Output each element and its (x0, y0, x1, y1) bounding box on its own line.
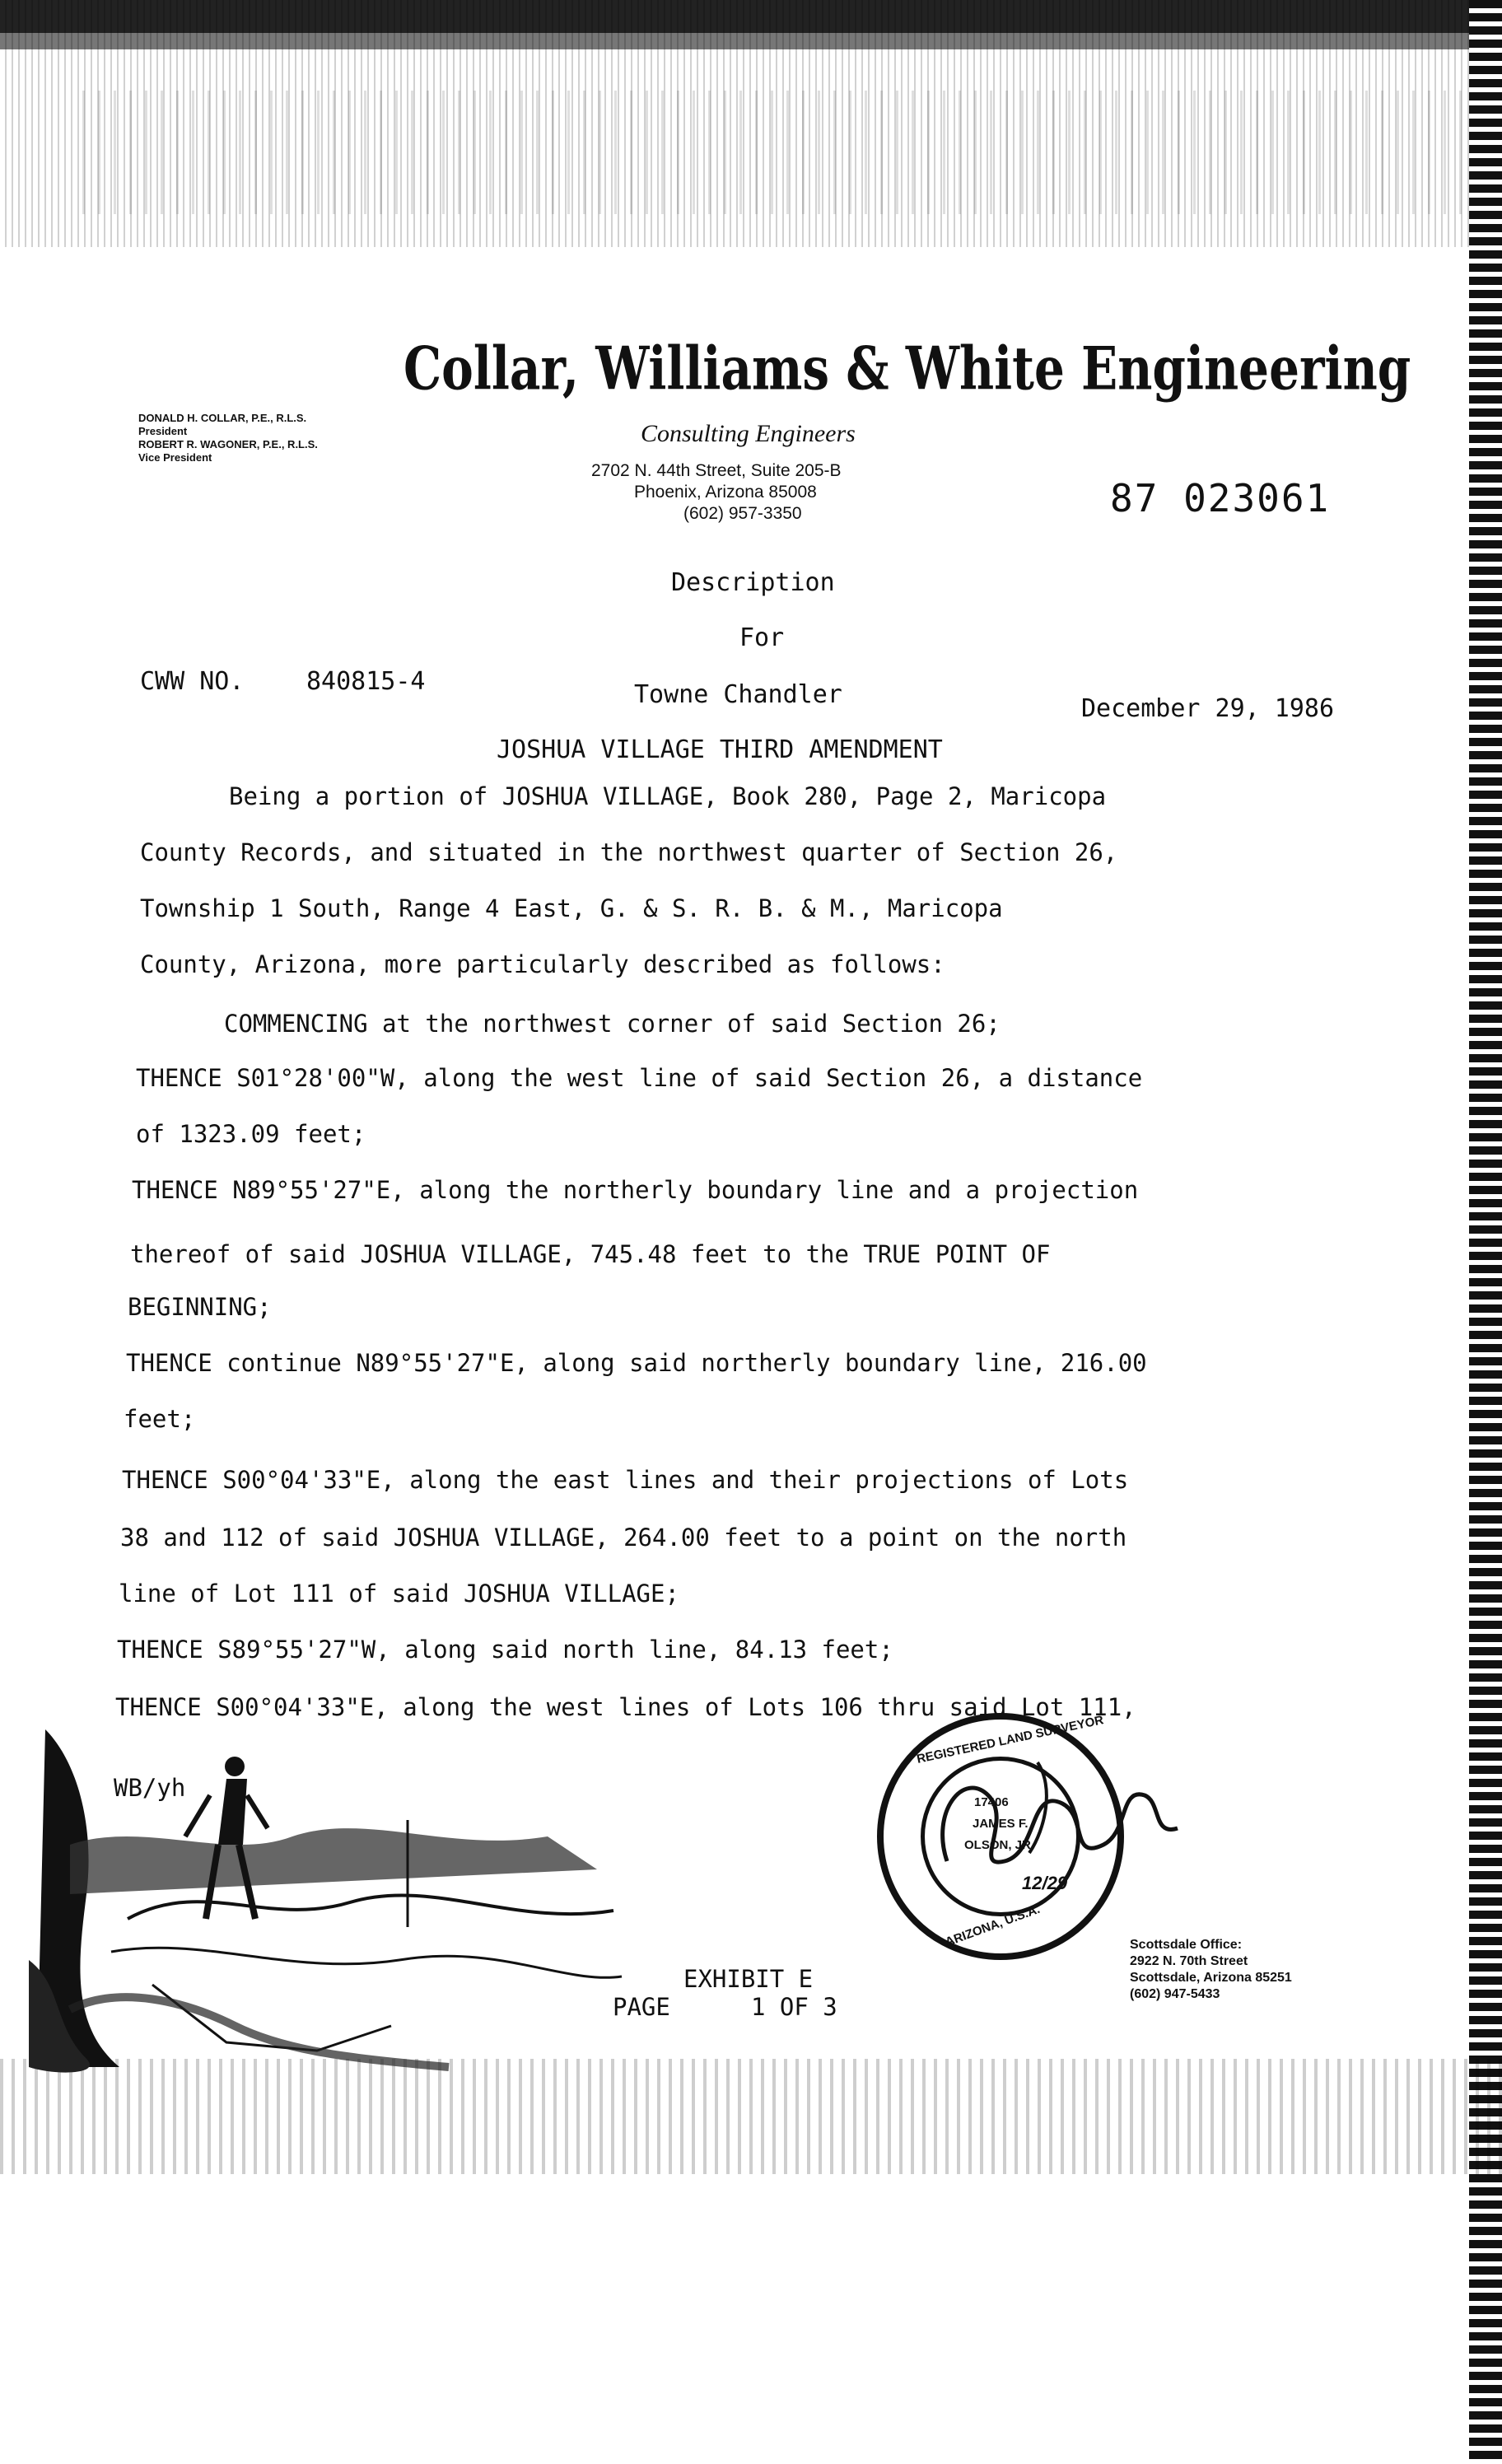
scottsdale-line1: Scottsdale Office: (1130, 1938, 1243, 1952)
signature (914, 1738, 1202, 1902)
document-title: JOSHUA VILLAGE THIRD AMENDMENT (497, 735, 943, 764)
body-line: THENCE S00°04'33"E, along the east lines and their projections of Lots (122, 1466, 1129, 1494)
page-label: PAGE (613, 1993, 670, 2021)
scottsdale-line4: (602) 947-5433 (1130, 1987, 1220, 2001)
scottsdale-office (1130, 1937, 1292, 2003)
body-line: THENCE continue N89°55'27"E, along said northerly boundary line, 216.00 (126, 1349, 1147, 1377)
exhibit-label: EXHIBIT E (683, 1965, 814, 1993)
project-name: Towne Chandler (634, 680, 842, 709)
body-line: County, Arizona, more particularly described as follows: (140, 950, 945, 978)
heading-for: For (739, 623, 785, 652)
document-date: December 29, 1986 (1081, 694, 1335, 723)
body-line: thereof of said JOSHUA VILLAGE, 745.48 feet to the TRUE POINT OF (130, 1240, 1051, 1268)
typist-initials: WB/yh (114, 1774, 186, 1802)
cww-label: CWW NO. (140, 667, 245, 696)
officer2-name: ROBERT R. WAGONER, P.E., R.L.S. (138, 438, 318, 450)
seal-cert-number: 17406 (974, 1795, 1009, 1809)
seal-name-first: JAMES F. (973, 1817, 1029, 1831)
body-line: feet; (124, 1405, 196, 1433)
body-line: COMMENCING at the northwest corner of said Section 26; (224, 1010, 1001, 1038)
address-line1: 2702 N. 44th Street, Suite 205-B (591, 461, 842, 480)
seal-name-last: OLSON, JR. (964, 1838, 1035, 1852)
seal-ring-text: REGISTERED LAND SURVEYOR (915, 1713, 1105, 1766)
body-line: of 1323.09 feet; (136, 1120, 366, 1148)
body-line: line of Lot 111 of said JOSHUA VILLAGE; (119, 1580, 679, 1608)
seal-state: ARIZONA, U.S.A. (943, 1902, 1043, 1950)
address-line2: Phoenix, Arizona 85008 (634, 483, 817, 502)
body-line: Being a portion of JOSHUA VILLAGE, Book 280, Page 2, Maricopa (229, 782, 1107, 810)
officer1-title: President (138, 425, 188, 437)
scottsdale-line2: 2922 N. 70th Street (1130, 1954, 1248, 1968)
firm-subtitle: Consulting Engineers (641, 420, 856, 447)
body-line: THENCE S01°28'00"W, along the west line of said Section 26, a distance (136, 1064, 1143, 1092)
body-line: 38 and 112 of said JOSHUA VILLAGE, 264.00 feet to a point on the north (120, 1524, 1127, 1552)
officers-block (138, 412, 318, 464)
body-line: BEGINNING; (128, 1293, 272, 1321)
body-line: THENCE N89°55'27"E, along the northerly boundary line and a projection (132, 1176, 1139, 1204)
phone: (602) 957-3350 (683, 504, 802, 523)
page-count: 1 OF 3 (751, 1993, 837, 2021)
body-line: THENCE S00°04'33"E, along the west lines of Lots 106 thru said Lot 111, (115, 1693, 1136, 1721)
firm-name: Collar, Williams & White Engineering (403, 334, 1411, 404)
body-line: THENCE S89°55'27"W, along said north line, 84.13 feet; (117, 1636, 893, 1664)
scottsdale-line3: Scottsdale, Arizona 85251 (1130, 1971, 1292, 1985)
document-number: 87 023061 (1110, 476, 1331, 520)
body-line: County Records, and situated in the northwest quarter of Section 26, (140, 838, 1118, 866)
landscape-illustration (21, 1713, 630, 2084)
heading-description: Description (671, 568, 835, 597)
seal-handwritten-date: 12/29 (1022, 1873, 1068, 1893)
scan-noise-dots (82, 91, 1482, 214)
officer2-title: Vice President (138, 451, 212, 464)
cww-number: 840815-4 (306, 667, 426, 696)
body-line: Township 1 South, Range 4 East, G. & S. R. B. & M., Maricopa (140, 894, 1003, 922)
officer1-name: DONALD H. COLLAR, P.E., R.L.S. (138, 412, 307, 424)
